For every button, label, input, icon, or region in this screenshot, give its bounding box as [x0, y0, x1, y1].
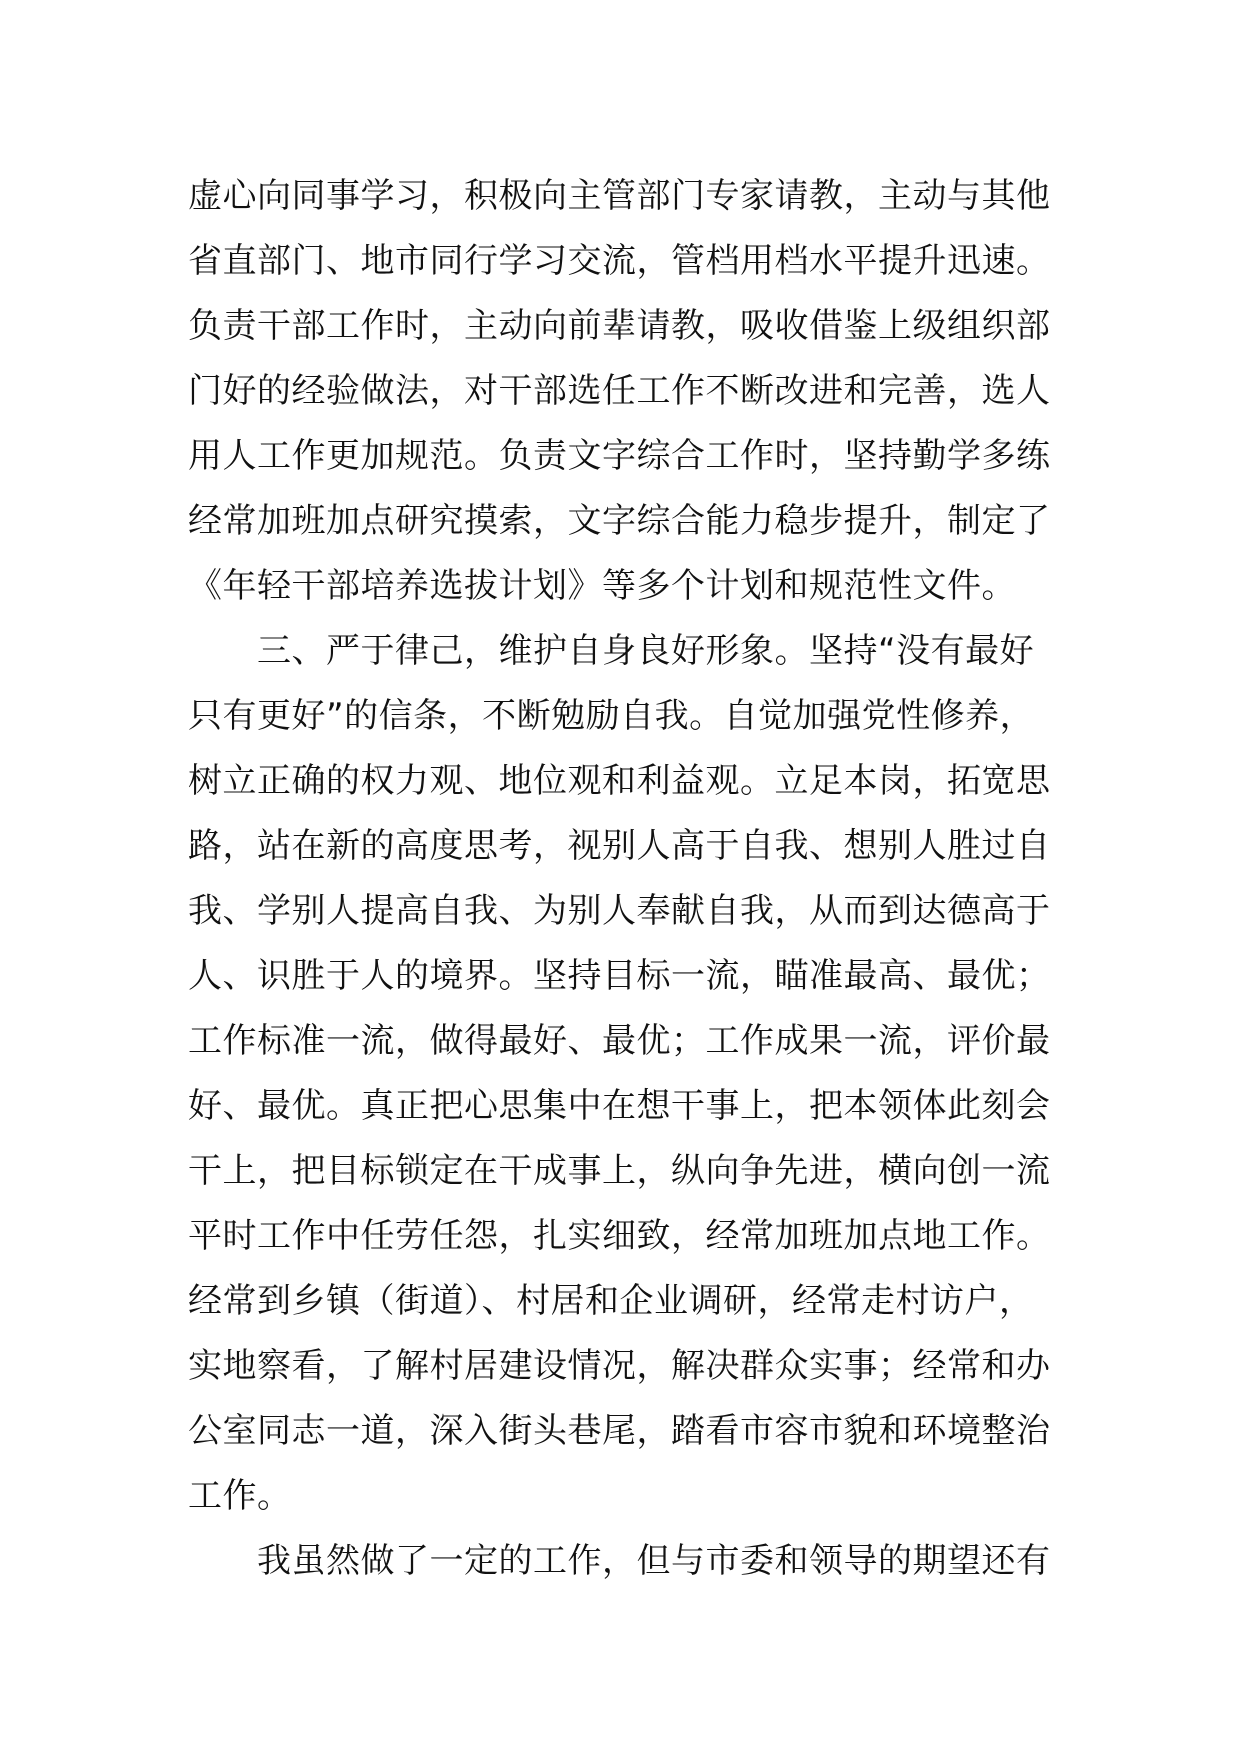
text-line: 只有更好”的信条，不断勉励自我。自觉加强党性修养，: [188, 696, 1035, 736]
text-line: 虚心向同事学习，积极向主管部门专家请教，主动与其他: [188, 176, 1051, 216]
text-line: 人、识胜于人的境界。坚持目标一流，瞄准最高、最优；: [188, 956, 1051, 996]
text-line: 路，站在新的高度思考，视别人高于自我、想别人胜过自: [188, 826, 1051, 866]
text-line: 好、最优。真正把心思集中在想干事上，把本领体此刻会: [188, 1086, 1051, 1126]
text-line: 门好的经验做法，对干部选任工作不断改进和完善，选人: [188, 371, 1051, 411]
text-line: 我、学别人提高自我、为别人奉献自我，从而到达德高于: [188, 891, 1051, 931]
text-line: 负责干部工作时，主动向前辈请教，吸收借鉴上级组织部: [188, 306, 1051, 346]
text-line: 平时工作中任劳任怨，扎实细致，经常加班加点地工作。: [188, 1216, 1051, 1256]
text-line: 树立正确的权力观、地位观和利益观。立足本岗，拓宽思: [188, 761, 1051, 801]
text-line: 用人工作更加规范。负责文字综合工作时，坚持勤学多练: [188, 436, 1051, 476]
text-line: 三、严于律己，维护自身良好形象。坚持“没有最好: [188, 631, 1035, 671]
text-line: 我虽然做了一定的工作，但与市委和领导的期望还有: [188, 1541, 1051, 1581]
text-line: 经常到乡镇（街道）、村居和企业调研，经常走村访户，: [188, 1281, 1034, 1321]
text-line: 经常加班加点研究摸索，文字综合能力稳步提升，制定了: [188, 501, 1051, 541]
text-line: 工作标准一流，做得最好、最优；工作成果一流，评价最: [188, 1021, 1051, 1061]
text-line: 实地察看，了解村居建设情况，解决群众实事；经常和办: [188, 1346, 1051, 1386]
text-line: 省直部门、地市同行学习交流，管档用档水平提升迅速。: [188, 241, 1051, 281]
body-text: [188, 164, 1068, 1594]
text-line: 干上，把目标锁定在干成事上，纵向争先进，横向创一流: [188, 1151, 1051, 1191]
text-line: 公室同志一道，深入街头巷尾，踏看市容市貌和环境整治: [188, 1411, 1051, 1451]
text-line: 工作。: [188, 1476, 292, 1516]
text-line: 《年轻干部培养选拔计划》等多个计划和规范性文件。: [188, 566, 1016, 606]
